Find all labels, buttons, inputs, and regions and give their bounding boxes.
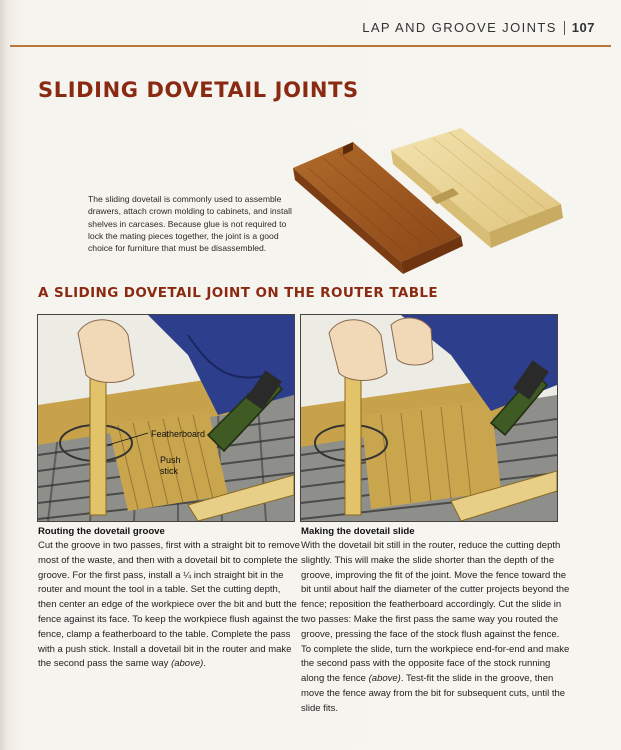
step-2-title: Making the dovetail slide (301, 526, 415, 537)
section-title: LAP AND GROOVE JOINTS (362, 20, 557, 35)
sliding-dovetail-photo (283, 128, 573, 278)
intro-text: The sliding dovetail is commonly used to assemble drawers, attach crown molding to cabinets, and install shelves in carcases. Because glue is not required to lock the mating pieces together, the joint is a good choice for furniture that must be disassembled. (88, 194, 292, 254)
label-push-stick-2: stick (160, 466, 178, 476)
illustration-routing-groove (37, 314, 295, 522)
step-2-reference: (above) (368, 673, 401, 685)
section-subheading: A SLIDING DOVETAIL JOINT ON THE ROUTER TABLE (38, 285, 439, 301)
running-head (362, 20, 595, 35)
caption-routing-groove (38, 525, 300, 672)
step-2-end: . Test-fit the slide in the groove, then move the fence away from the bit for subsequent cuts, until the slide fits. (301, 673, 566, 714)
label-featherboard: Featherboard (151, 429, 206, 439)
header-rule (10, 45, 611, 47)
step-2-body (301, 539, 571, 717)
step-1-title: Routing the dovetail groove (38, 526, 165, 537)
page-title: SLIDING DOVETAIL JOINTS (38, 78, 359, 102)
illustration-making-slide (300, 314, 558, 522)
label-push-stick-1: Push (160, 455, 181, 465)
step-2-text: With the dovetail bit still in the router, reduce the cutting depth slightly. This will make the slide shorter than the depth of the groove, improving the fit of the joint. Move the fence toward the bit until about half the diameter of the cutter projects beyond the fence; reposition the featherboard accordingly. Cut the slide in two passes: Make the first pass the same way you routed the groove, pressing the face of the stock flush against the fence. To complete the slide, turn the workpiece end-for-end and make the second pass with the opposite face of the stock running along the fence (301, 540, 570, 685)
caption-making-slide (301, 525, 571, 717)
step-1-end: . (203, 658, 206, 670)
step-1-body (38, 539, 300, 672)
step-1-reference: (above) (171, 658, 204, 670)
page-number: 107 (571, 20, 595, 35)
header-separator (564, 21, 565, 35)
step-1-text: Cut the groove in two passes, first with a straight bit to remove most of the waste, and then with a dovetail bit to complete the groove. For the first pass, install a ¼ inch straight bit in the router and mount the tool in a table. Set the cutting depth, then center an edge of the workpiece over the bit and butt the fence against its face. To keep the workpiece flush against the fence, clamp a featherboard to the table. Complete the pass with a push stick. Install a dovetail bit in the router and make the second pass the same way (38, 540, 300, 670)
